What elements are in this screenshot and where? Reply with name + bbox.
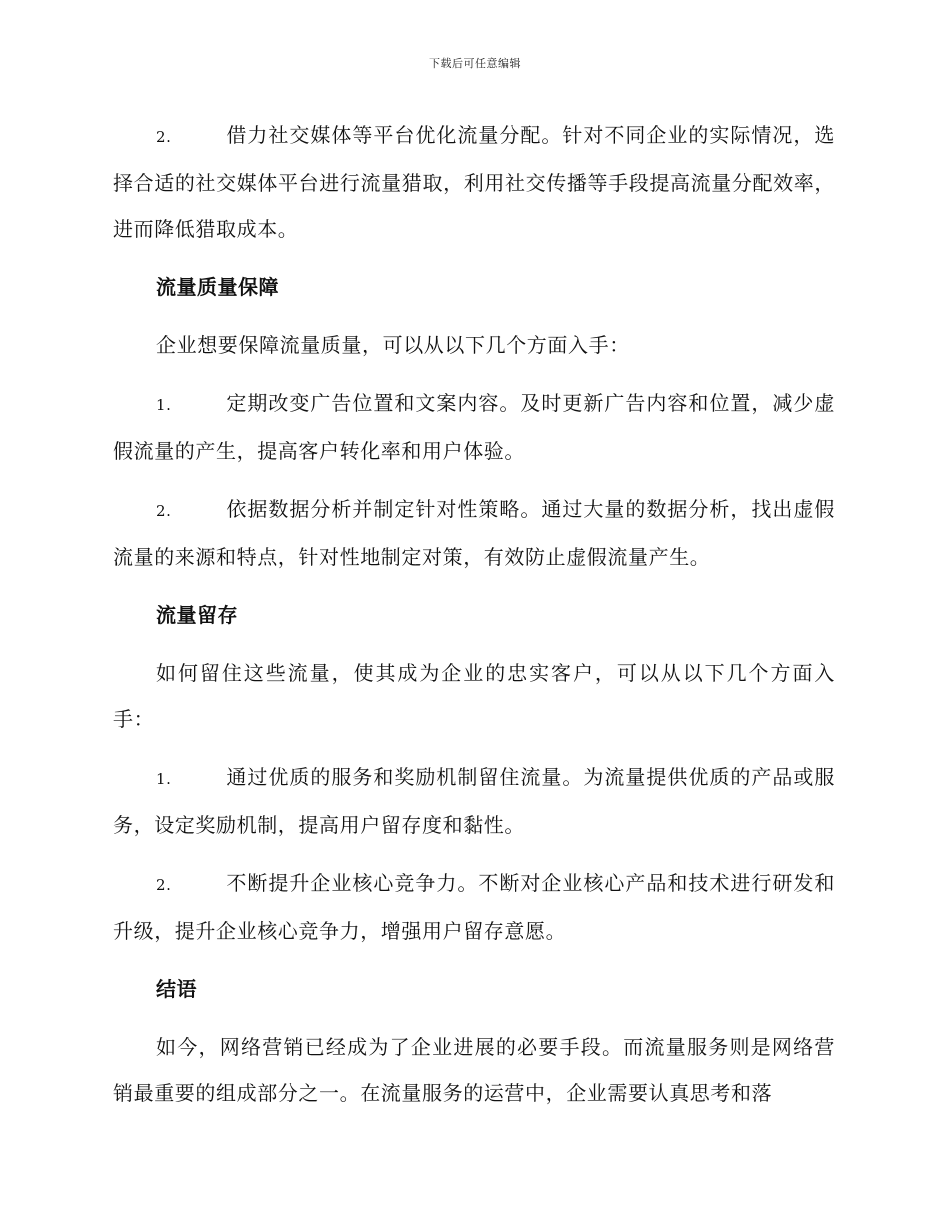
section-heading: 流量留存 [156,603,238,627]
list-item-text: 不断提升企业核心竞争力。不断对企业核心产品和技术进行研发和升级，提升企业核心竞争力，增强用户留存意愿。 [113,871,835,943]
list-item-text: 定期改变广告位置和文案内容。及时更新广告内容和位置，减少虚假流量的产生，提高客户转化率和用户体验。 [113,391,835,463]
list-item-number: 2. [156,876,172,894]
list-item [113,380,835,474]
list-item [113,754,835,848]
paragraph: 如何留住这些流量，使其成为企业的忠实客户，可以从以下几个方面入手： [113,661,835,731]
list-item-number: 1. [156,396,172,414]
list-item-text: 借力社交媒体等平台优化流量分配。针对不同企业的实际情况，选择合适的社交媒体平台进行流量猎取，利用社交传播等手段提高流量分配效率，进而降低猎取成本。 [113,123,835,241]
section-heading: 结语 [156,977,197,1001]
list-item [113,860,835,954]
paragraph: 如今，网络营销已经成为了企业进展的必要手段。而流量服务则是网络营销最重要的组成部分之一。在流量服务的运营中，企业需要认真思考和落 [113,1035,835,1105]
list-item [113,486,835,580]
list-item-text: 通过优质的服务和奖励机制留住流量。为流量提供优质的产品或服务，设定奖励机制，提高用户留存度和黏性。 [113,765,835,837]
list-item-number: 2. [156,128,172,146]
list-item-number: 2. [156,502,172,520]
page-header: 下载后可任意编辑 [429,57,521,70]
section-heading: 流量质量保障 [156,275,279,299]
list-item-text: 依据数据分析并制定针对性策略。通过大量的数据分析，找出虚假流量的来源和特点，针对性地制定对策，有效防止虚假流量产生。 [113,497,835,569]
paragraph: 企业想要保障流量质量，可以从以下几个方面入手： [156,333,630,357]
list-item [113,112,835,252]
document-body [113,112,835,1128]
list-item-number: 1. [156,770,172,788]
